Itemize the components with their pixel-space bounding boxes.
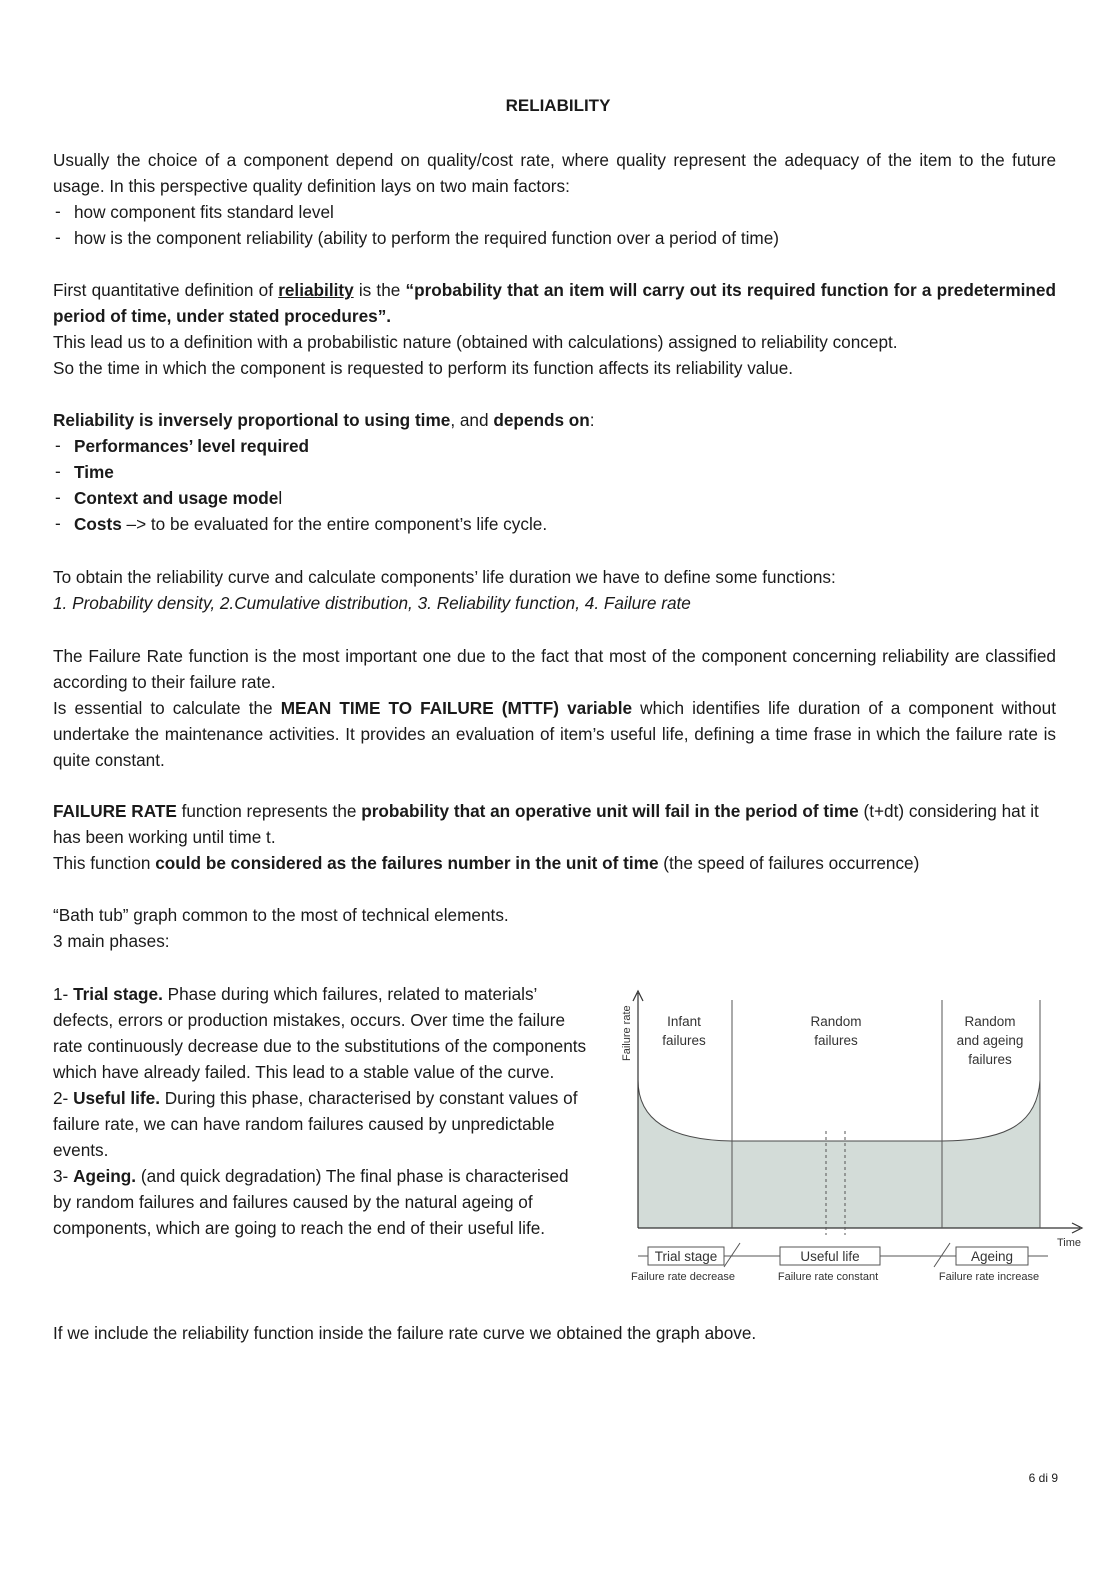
x-axis-label: Time (1057, 1237, 1082, 1249)
phase-name: Useful life (800, 1249, 860, 1264)
page-number: 6 di 9 (1028, 1471, 1058, 1485)
phase-ageing-title: Ageing. (73, 1166, 137, 1186)
functions-line1: To obtain the reliability curve and calculate components’ life duration we have to define some functions: (53, 567, 836, 587)
functions-paragraph (53, 564, 1056, 616)
dependence-bold1: Reliability is inversely proportional to using time (53, 410, 451, 430)
region-label: failures (814, 1033, 858, 1048)
list-item: - Time (53, 459, 1056, 485)
region-label: Random (964, 1014, 1016, 1029)
y-axis-label: Failure rate (621, 1005, 633, 1061)
region-label: Infant (667, 1014, 701, 1029)
definition-pre: First quantitative definition of (53, 280, 279, 300)
definition-paragraph (53, 277, 1056, 381)
timeline-break (934, 1243, 950, 1267)
phase-name: Ageing (970, 1249, 1014, 1264)
list-item: - Costs –> to be evaluated for the entire component’s life cycle. (53, 511, 1056, 537)
failure-rate-paragraph: FAILURE RATE function represents the probability that an operative unit will fail in the period of time (t+dt) considering hat it has been working until time t. This function could be considered as the failures number in the unit of time (the speed of failures occurrence) (53, 801, 1039, 873)
intro-paragraph (53, 147, 1056, 251)
phase-name: Trial stage (654, 1249, 718, 1264)
phase-trial-title: Trial stage. (73, 984, 163, 1004)
dependence-bold2: depends on (493, 410, 590, 430)
list-item: - how is the component reliability (ability to perform the required function over a period of time) (53, 225, 1056, 251)
definition-line2: This lead us to a definition with a probabilistic nature (obtained with calculations) assigned to reliability concept. (53, 332, 898, 352)
bathtub-chart (612, 985, 1092, 1290)
bathtub-intro: “Bath tub” graph common to the most of technical elements. 3 main phases: (53, 905, 509, 951)
phase-useful-title: Useful life. (73, 1088, 160, 1108)
functions-list: 1. Probability density, 2.Cumulative distribution, 3. Reliability function, 4. Failure rate (53, 593, 691, 613)
chart-fill-area (638, 1080, 1040, 1228)
mttf-paragraph: The Failure Rate function is the most important one due to the fact that most of the component concerning reliability are classified according to their failure rate. Is essential to calculate the MEAN TIME TO FAILURE (MTTF) variable which identifies life duration of a component without undertake the maintenance activities. It provides an evaluation of item’s useful life, defining a time frase in which the failure rate is quite constant. (53, 643, 1056, 773)
intro-text: Usually the choice of a component depend on quality/cost rate, where quality represent the adequacy of the item to the future usage. In this perspective quality definition lays on two main factors: (53, 150, 1056, 196)
definition-quote: “probability that an item will carry out its required function for a predetermined period of time, under stated procedures”. (53, 280, 1056, 326)
closing-paragraph: If we include the reliability function inside the failure rate curve we obtained the graph above. (53, 1323, 757, 1343)
definition-term: reliability (278, 280, 354, 300)
region-label: failures (968, 1052, 1012, 1067)
dependence-paragraph (53, 407, 1056, 537)
list-item: - Context and usage model (53, 485, 1056, 511)
dependence-mid: , and (450, 410, 494, 430)
phases-paragraph: 1- Trial stage. Phase during which failures, related to materials’ defects, errors or production mistakes, occurs. Over time the failure rate continuously decrease due to the substitutions of the components which have already failed. This lead to a stable value of the curve. 2- Useful life. During this phase, characterised by constant values of failure rate, we can have random failures caused by unpredictable events. 3- Ageing. (and quick degradation) The final phase is characterised by random failures and failures caused by the natural ageing of components, which are going to reach the end of their useful life. (53, 984, 587, 1238)
list-item: - how component fits standard level (53, 199, 1056, 225)
mttf-line1: The Failure Rate function is the most important one due to the fact that most of the component concerning reliability are classified according to their failure rate. (53, 646, 1056, 692)
phase-note: Failure rate constant (777, 1271, 879, 1283)
chart-curve (638, 1080, 1040, 1141)
definition-line3: So the time in which the component is requested to perform its function affects its reliability value. (53, 358, 794, 378)
mttf-term: MEAN TIME TO FAILURE (MTTF) variable (280, 698, 633, 718)
dependence-end: : (589, 410, 595, 430)
phase-note: Failure rate decrease (631, 1271, 735, 1283)
region-label: failures (662, 1033, 706, 1048)
region-label: Random (810, 1014, 862, 1029)
timeline-break (724, 1243, 740, 1267)
page-title: RELIABILITY (505, 96, 611, 115)
list-item: - Performances’ level required (53, 433, 1056, 459)
phase-note: Failure rate increase (938, 1271, 1040, 1283)
definition-mid: is the (353, 280, 406, 300)
region-label: and ageing (956, 1033, 1024, 1048)
